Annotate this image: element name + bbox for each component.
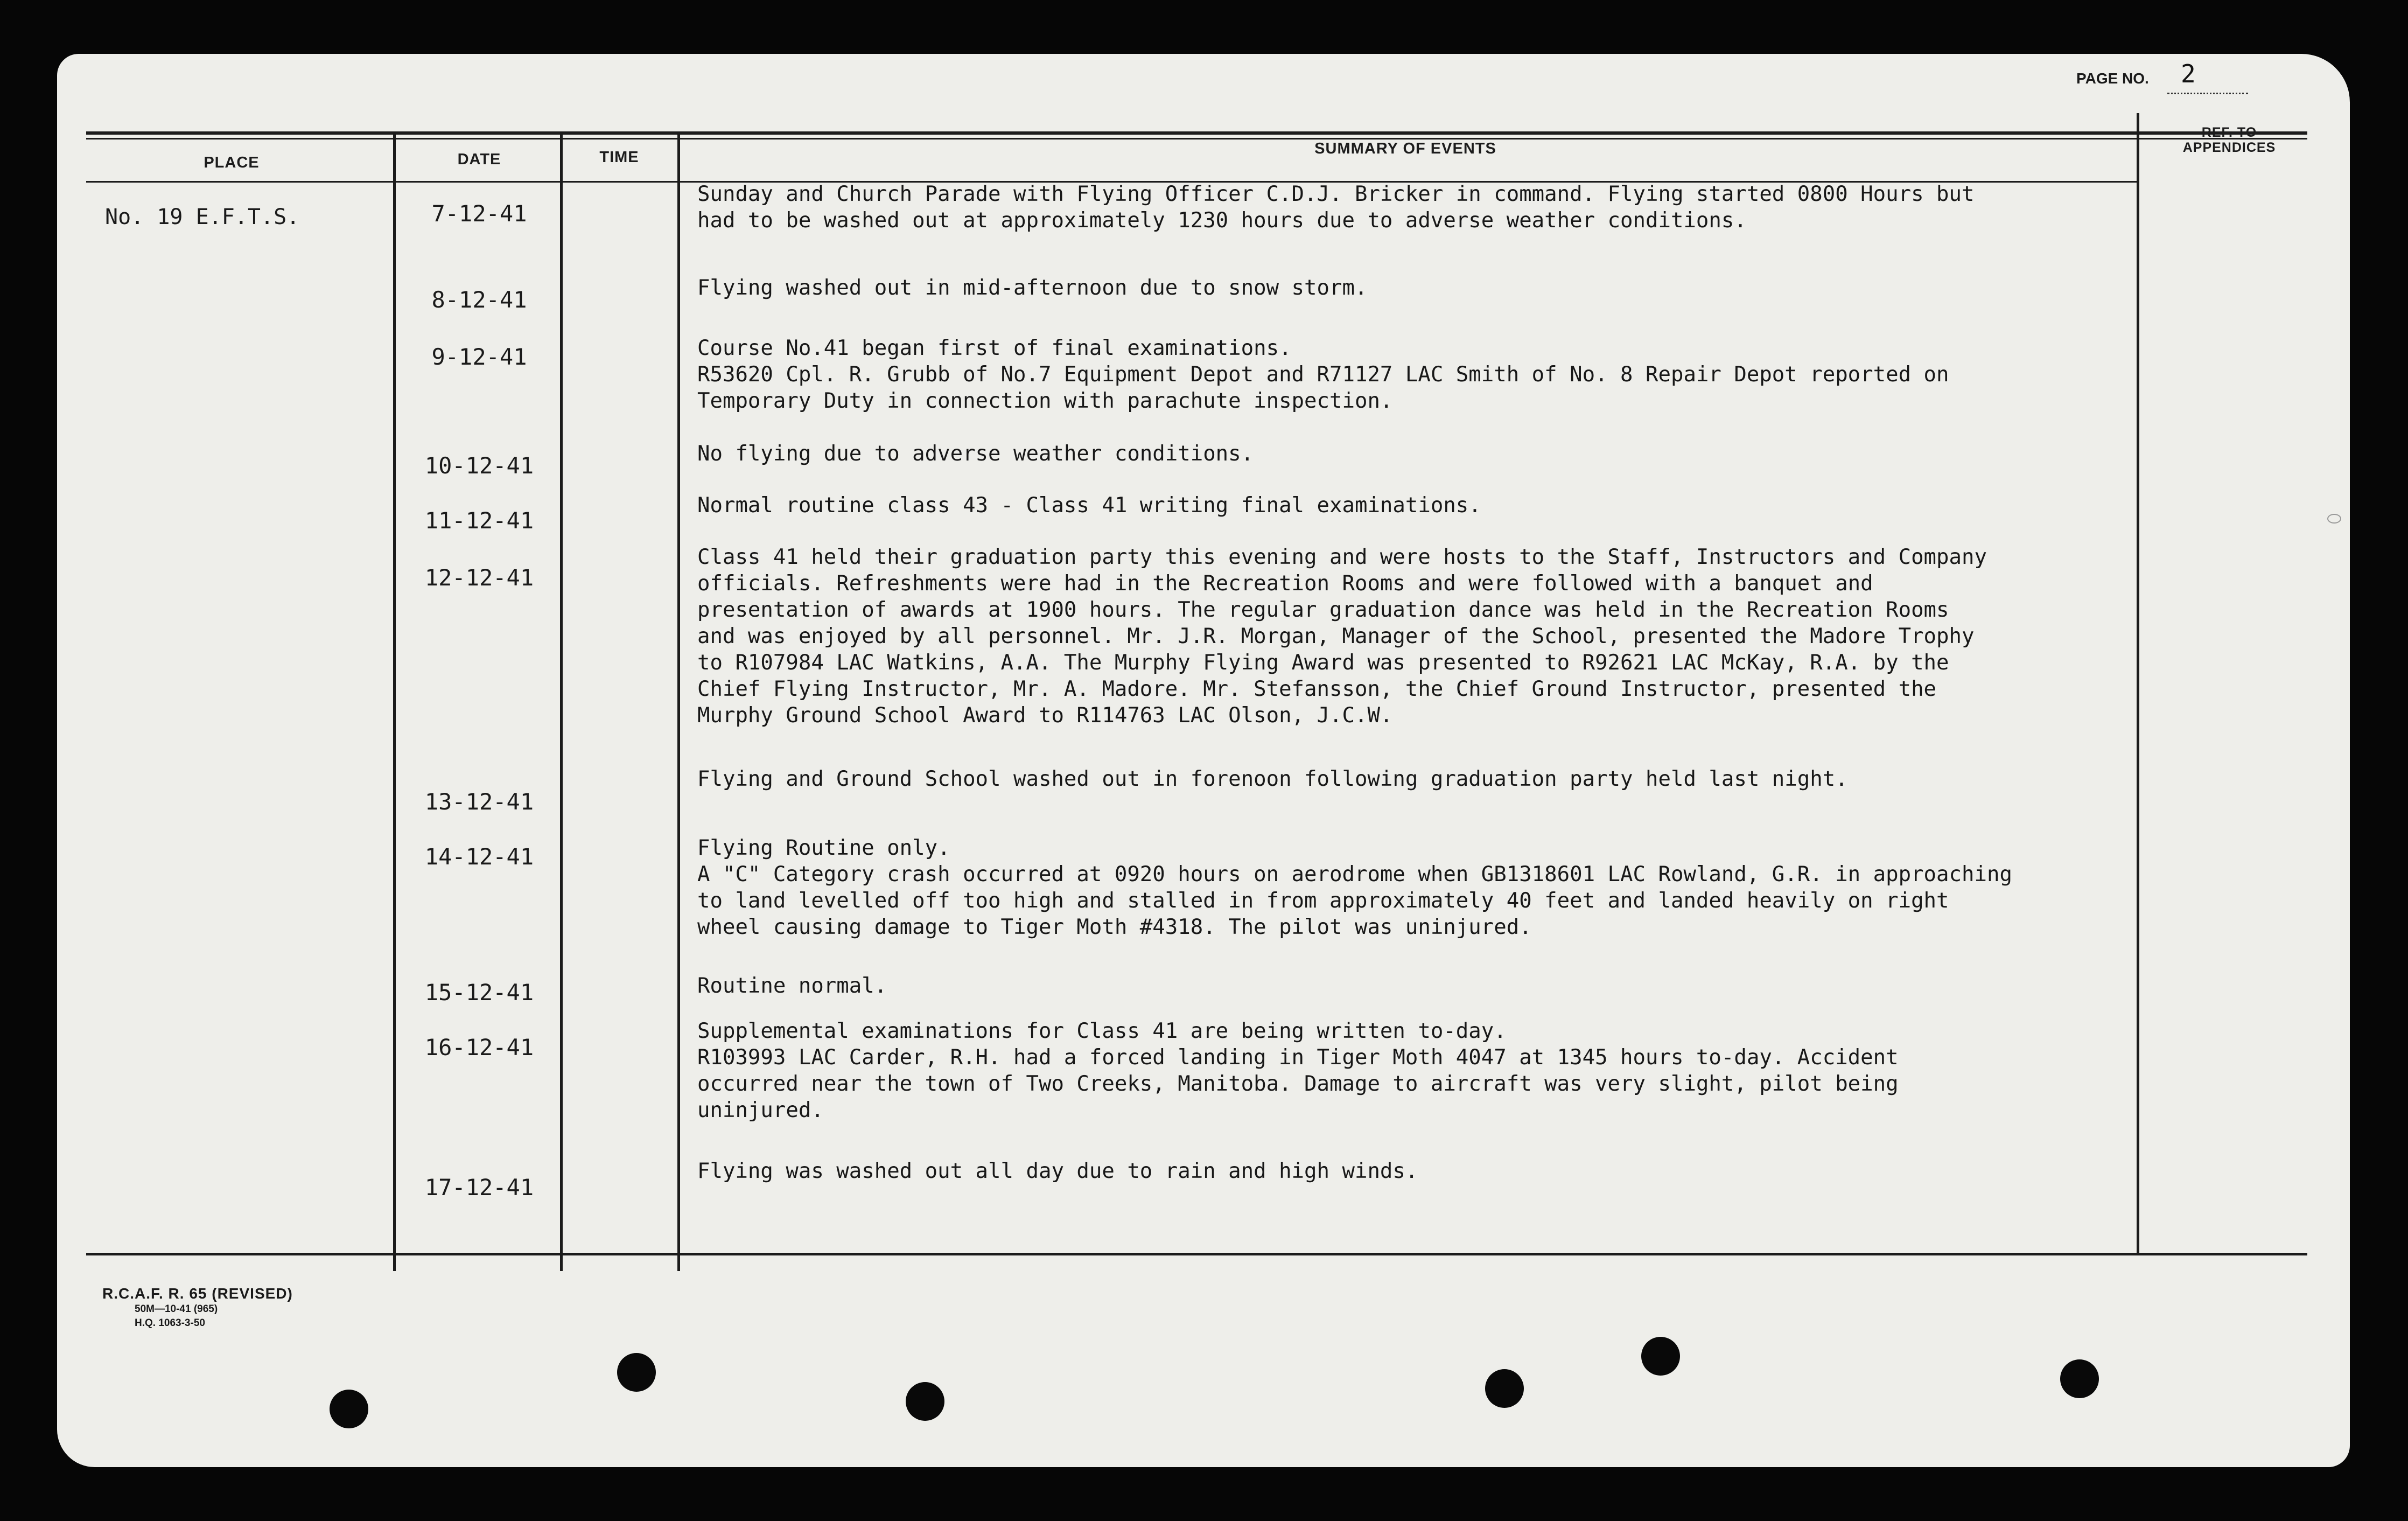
entry-text: Course No.41 began first of final examinations. R53620 Cpl. R. Grubb of No.7 Equipment Depot and R71127 LAC Smith of No. 8 Repair Depot reported on Temporary Duty in connection with parachute inspection.: [697, 336, 1949, 413]
entry-date: 10-12-41: [424, 452, 534, 479]
punch-hole: [2060, 1359, 2099, 1398]
entry-text: Routine normal.: [697, 974, 887, 998]
top-rule-thin: [86, 138, 2307, 139]
punch-hole: [330, 1390, 368, 1428]
entry-text: Class 41 held their graduation party this evening and were hosts to the Staff, Instructors and Company officials. Refreshments were had in the Recreation Rooms and were followed with a banquet and presentation of awards at 1900 hours. The regular graduation dance was held in the Recreation Rooms and was enjoyed by all personnel. Mr. J.R. Morgan, Manager of the School, presented the Madore Trophy to R107984 LAC Watkins, A.A. The Murphy Flying Award was presented to R92621 LAC McKay, R.A. by the Chief Flying Instructor, Mr. A. Madore. Mr. Stefansson, the Chief Ground Instructor, presented the Murphy Ground School Award to R114763 LAC Olson, J.C.W.: [697, 545, 1987, 728]
entry-text: Flying Routine only. A "C" Category crash occurred at 0920 hours on aerodrome when GB1318601 LAC Rowland, G.R. in approaching to land levelled off too high and stalled in from approximately 40 feet and landed heavily on right wheel causing damage to Tiger Moth #4318. The pilot was uninjured.: [697, 836, 2012, 939]
entry-text: Supplemental examinations for Class 41 are being written to-day. R103993 LAC Carder, R.H. had a forced landing in Tiger Moth 4047 at 1345 hours to-day. Accident occurred near the town of Two Creeks, Manitoba. Damage to aircraft was very slight, pilot being uninjured.: [697, 1019, 1899, 1122]
header-date: DATE: [457, 151, 501, 168]
form-number: R.C.A.F. R. 65 (REVISED): [102, 1285, 293, 1302]
bottom-rule: [86, 1253, 2307, 1255]
form-print-run: 50M—10-41 (965): [135, 1303, 218, 1315]
form-hq-number: H.Q. 1063-3-50: [135, 1317, 205, 1329]
entry-text: Flying washed out in mid-afternoon due to snow storm.: [697, 276, 1368, 300]
entry-date: 12-12-41: [424, 564, 534, 591]
page-number-value: 2: [2181, 59, 2196, 88]
form-identifier: [102, 1285, 293, 1330]
place-value: No. 19 E.F.T.S.: [105, 205, 300, 229]
punch-hole: [617, 1353, 656, 1392]
header-time: TIME: [599, 149, 639, 166]
entry-date: 11-12-41: [424, 507, 534, 534]
entry-text: No flying due to adverse weather conditions.: [697, 442, 1254, 466]
punch-hole: [1485, 1369, 1524, 1408]
punch-hole: [906, 1382, 944, 1421]
entry-date: 9-12-41: [431, 344, 527, 370]
entry-date: 8-12-41: [431, 287, 527, 313]
entry-text: Flying and Ground School washed out in forenoon following graduation party held last night.: [697, 767, 1848, 791]
header-summary: SUMMARY OF EVENTS: [1314, 140, 1496, 157]
punch-hole: [1641, 1337, 1680, 1376]
entry-date: 13-12-41: [424, 789, 534, 815]
entry-date: 16-12-41: [424, 1034, 534, 1060]
entry-text: Sunday and Church Parade with Flying Officer C.D.J. Bricker in command. Flying started 0800 Hours but had to be washed out at approximately 1230 hours due to adverse weather conditions.: [697, 182, 1975, 233]
entry-text: Flying was washed out all day due to rain and high winds.: [697, 1159, 1418, 1183]
column-divider-time: [677, 135, 680, 1271]
entry-date: 15-12-41: [424, 979, 534, 1006]
top-rule: [86, 131, 2307, 135]
header-ref-appendices: REF. TO APPENDICES: [2182, 125, 2276, 155]
page-number-dotted-line: [2167, 93, 2248, 94]
entry-date: 7-12-41: [431, 200, 527, 227]
page-number-label: PAGE NO.: [2076, 70, 2149, 87]
entry-date: 14-12-41: [424, 843, 534, 870]
header-place: PLACE: [204, 154, 260, 171]
entry-date: 17-12-41: [424, 1174, 534, 1201]
edge-mark: [2327, 514, 2341, 524]
entry-text: Normal routine class 43 - Class 41 writing final examinations.: [697, 493, 1481, 518]
